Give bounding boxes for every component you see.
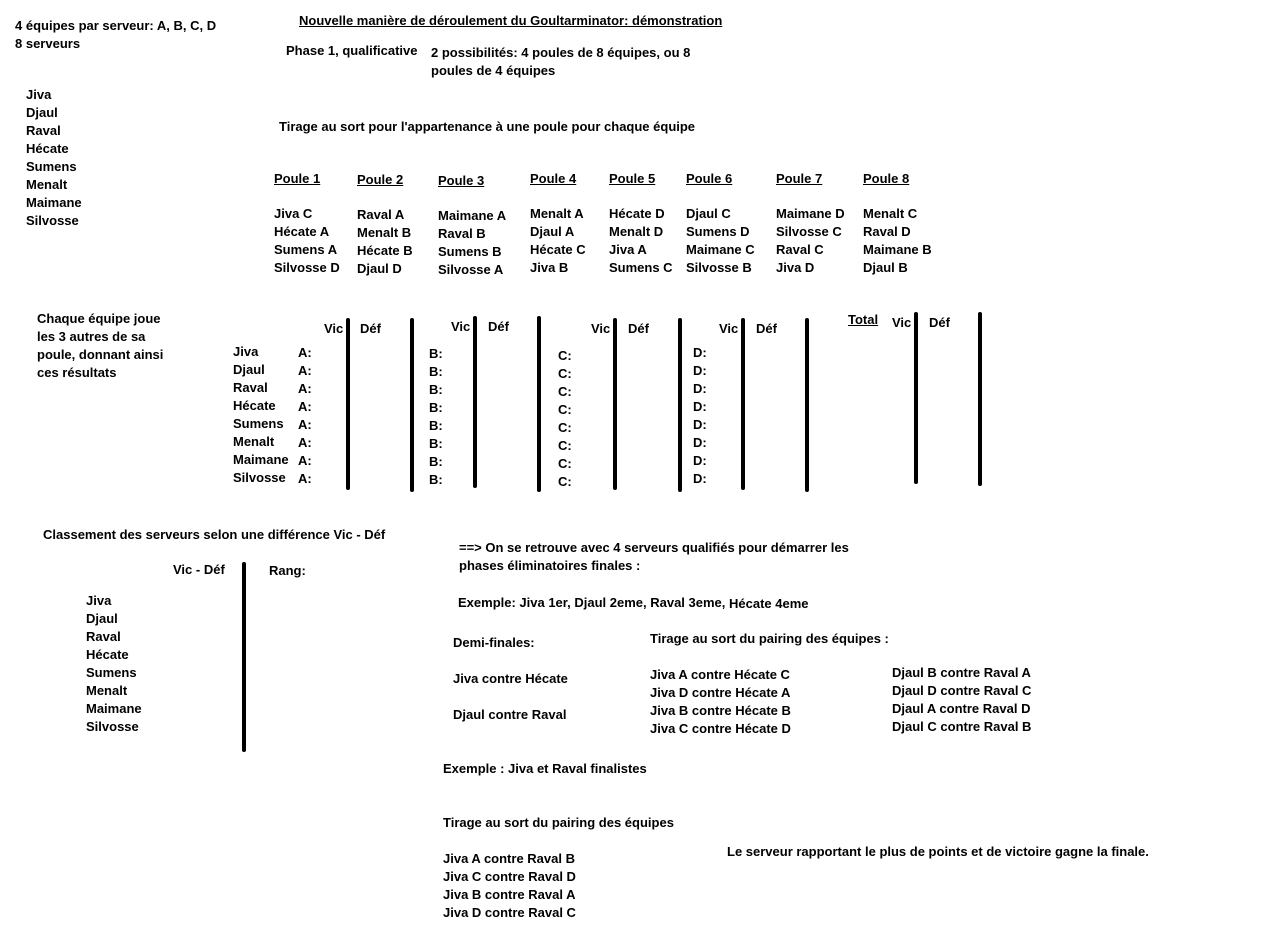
team-label: B:	[429, 400, 443, 415]
vic-header: Vic	[451, 319, 471, 334]
server-item: Raval	[26, 123, 61, 138]
team-label: C:	[558, 366, 572, 381]
pairing-item: Djaul C contre Raval B	[892, 719, 1032, 734]
pool-team: Silvosse A	[438, 262, 504, 277]
server-item: Djaul	[86, 611, 118, 626]
pool-team: Sumens A	[274, 242, 338, 257]
pairing-item: Jiva B contre Hécate B	[650, 703, 791, 718]
server-item: Maimane	[26, 195, 82, 210]
pairing-item: Jiva A contre Raval B	[443, 851, 575, 866]
pool-title: Poule 5	[609, 171, 656, 186]
team-label: B:	[429, 346, 443, 361]
column-divider	[741, 318, 745, 490]
finals-example-prefix: Exemple: Jiva 1er, Djaul 2eme, Raval 3eme,	[458, 595, 726, 610]
pool-title: Poule 4	[530, 171, 577, 186]
pool-team: Raval D	[863, 224, 911, 239]
finals-example-suffix: Hécate 4eme	[729, 596, 809, 611]
column-divider	[613, 318, 617, 490]
team-label: D:	[693, 399, 707, 414]
team-label: A:	[298, 363, 312, 378]
pool-team: Raval A	[357, 207, 405, 222]
team-label: B:	[429, 454, 443, 469]
pool-title: Poule 8	[863, 171, 910, 186]
team-label: B:	[429, 418, 443, 433]
team-label: A:	[298, 435, 312, 450]
column-divider	[473, 316, 477, 488]
pool-team: Menalt B	[357, 225, 412, 240]
ranking-server-list	[86, 592, 142, 736]
team-label: A:	[298, 399, 312, 414]
column-divider	[678, 318, 682, 492]
total-header: Total	[848, 312, 879, 327]
pool-team: Raval C	[776, 242, 824, 257]
finals-example	[458, 594, 809, 612]
pool-team: Sumens B	[438, 244, 502, 259]
vic-header: Vic	[324, 321, 344, 336]
pairing-item: Jiva A contre Hécate C	[650, 667, 790, 682]
pairing-item: Jiva D contre Raval C	[443, 905, 576, 920]
server-item: Maimane	[233, 452, 289, 467]
semi-match: Jiva contre Hécate	[453, 671, 568, 686]
server-item: Sumens	[86, 665, 137, 680]
team-label: A:	[298, 345, 312, 360]
server-item: Silvosse	[26, 213, 79, 228]
pool-teams	[530, 205, 586, 277]
team-label: A:	[298, 471, 312, 486]
pool-team: Hécate D	[609, 206, 665, 221]
possibilities-text: 2 possibilités: 4 poules de 8 équipes, ou 8 poules de 4 équipes	[431, 45, 691, 78]
server-item: Silvosse	[233, 470, 286, 485]
ranking-diff-header: Vic - Déf	[173, 562, 225, 577]
def-header: Déf	[756, 321, 777, 336]
team-label: D:	[693, 363, 707, 378]
pool-team: Djaul D	[357, 261, 402, 276]
team-label: B:	[429, 382, 443, 397]
server-item: Sumens	[26, 159, 77, 174]
team-label: D:	[693, 417, 707, 432]
team-label: A:	[298, 417, 312, 432]
server-item: Hécate	[86, 647, 129, 662]
server-item: Hécate	[233, 398, 276, 413]
server-count: 8 serveurs	[15, 36, 81, 51]
results-server-list	[233, 343, 289, 487]
pairing-list-1	[650, 666, 791, 738]
vic-header: Vic	[892, 315, 912, 330]
server-item: Menalt	[86, 683, 128, 698]
pool-team: Djaul A	[530, 224, 575, 239]
team-label: D:	[693, 345, 707, 360]
ranking-rank-header: Rang:	[269, 563, 306, 578]
pool-team: Menalt A	[530, 206, 584, 221]
column-divider	[537, 316, 541, 492]
results-description: Chaque équipe joue les 3 autres de sa poule, donnant ainsi ces résultats	[37, 311, 164, 380]
team-label: B:	[429, 364, 443, 379]
column-divider	[410, 318, 414, 492]
pool-team: Maimane C	[686, 242, 755, 257]
pairing-item: Djaul B contre Raval A	[892, 665, 1031, 680]
pool-teams	[609, 205, 673, 277]
pool-title: Poule 7	[776, 171, 823, 186]
server-item: Raval	[233, 380, 268, 395]
def-header: Déf	[488, 319, 509, 334]
team-label: C:	[558, 420, 572, 435]
pairing-item: Jiva C contre Raval D	[443, 869, 576, 884]
team-label: B:	[429, 436, 443, 451]
pool-team: Djaul B	[863, 260, 908, 275]
pool-team: Jiva B	[530, 260, 569, 275]
pool-team: Menalt C	[863, 206, 918, 221]
pairing-item: Jiva C contre Hécate D	[650, 721, 791, 736]
vic-header: Vic	[591, 321, 611, 336]
def-header: Déf	[360, 321, 381, 336]
team-label: C:	[558, 402, 572, 417]
server-item: Djaul	[26, 105, 58, 120]
team-label: A:	[298, 381, 312, 396]
team-label: C:	[558, 384, 572, 399]
server-item: Jiva	[233, 344, 259, 359]
pool-team: Hécate C	[530, 242, 586, 257]
pairing-title: Tirage au sort du pairing des équipes :	[650, 631, 889, 646]
pool-title: Poule 2	[357, 172, 404, 187]
def-header: Déf	[929, 315, 950, 330]
team-b-labels	[429, 345, 443, 489]
team-label: C:	[558, 348, 572, 363]
phase-label: Phase 1, qualificative	[286, 43, 418, 58]
team-label: D:	[693, 453, 707, 468]
pool-teams	[686, 205, 755, 277]
server-list	[26, 86, 82, 230]
draw-text: Tirage au sort pour l'appartenance à une poule pour chaque équipe	[279, 119, 696, 134]
pairing-list-2	[892, 664, 1031, 736]
finalists-text: Exemple : Jiva et Raval finalistes	[443, 761, 647, 776]
server-item: Djaul	[233, 362, 265, 377]
pool-team: Silvosse C	[776, 224, 842, 239]
pool-teams	[438, 207, 506, 279]
finals-intro: ==> On se retrouve avec 4 serveurs qualifiés pour démarrer les phases éliminatoires finales :	[459, 540, 849, 573]
pool-team: Jiva A	[609, 242, 647, 257]
pool-team: Djaul C	[686, 206, 731, 221]
winner-rule: Le serveur rapportant le plus de points et de victoire gagne la finale.	[727, 844, 1149, 859]
semi-match: Djaul contre Raval	[453, 707, 567, 722]
pool-team: Silvosse B	[686, 260, 752, 275]
team-label: C:	[558, 456, 572, 471]
server-item: Jiva	[26, 87, 52, 102]
team-label: D:	[693, 435, 707, 450]
pairing-item: Djaul A contre Raval D	[892, 701, 1031, 716]
pool-team: Silvosse D	[274, 260, 340, 275]
server-item: Menalt	[233, 434, 275, 449]
vic-header: Vic	[719, 321, 739, 336]
teams-per-server: 4 équipes par serveur: A, B, C, D	[15, 18, 217, 33]
pool-title: Poule 6	[686, 171, 733, 186]
team-c-labels	[558, 347, 572, 491]
pool-title: Poule 1	[274, 171, 321, 186]
pool-team: Maimane D	[776, 206, 845, 221]
pairing-item: Jiva D contre Hécate A	[650, 685, 791, 700]
semis-title: Demi-finales:	[453, 635, 535, 650]
pool-teams	[776, 205, 845, 277]
pool-title: Poule 3	[438, 173, 485, 188]
pairing-item: Djaul D contre Raval C	[892, 683, 1032, 698]
pool-team: Hécate B	[357, 243, 413, 258]
pool-team: Jiva D	[776, 260, 815, 275]
server-item: Hécate	[26, 141, 69, 156]
team-label: D:	[693, 471, 707, 486]
pool-team: Maimane B	[863, 242, 932, 257]
server-item: Sumens	[233, 416, 284, 431]
team-label: D:	[693, 381, 707, 396]
pool-team: Sumens D	[686, 224, 750, 239]
pool-team: Sumens C	[609, 260, 673, 275]
team-label: C:	[558, 474, 572, 489]
server-item: Jiva	[86, 593, 112, 608]
final-pairing-list	[443, 850, 576, 922]
pool-teams	[274, 205, 340, 277]
server-item: Raval	[86, 629, 121, 644]
pool-teams	[863, 205, 932, 277]
column-divider	[914, 312, 918, 484]
pool-team: Jiva C	[274, 206, 313, 221]
final-pairing-title: Tirage au sort du pairing des équipes	[443, 815, 674, 830]
server-item: Maimane	[86, 701, 142, 716]
pool-team: Hécate A	[274, 224, 330, 239]
server-item: Silvosse	[86, 719, 139, 734]
team-a-labels	[298, 344, 312, 488]
pool-team: Menalt D	[609, 224, 664, 239]
ranking-title: Classement des serveurs selon une différence Vic - Déf	[43, 527, 386, 542]
team-label: C:	[558, 438, 572, 453]
column-divider	[346, 318, 350, 490]
server-item: Menalt	[26, 177, 68, 192]
column-divider	[805, 318, 809, 492]
pairing-item: Jiva B contre Raval A	[443, 887, 576, 902]
def-header: Déf	[628, 321, 649, 336]
team-label: B:	[429, 472, 443, 487]
ranking-divider	[242, 562, 246, 752]
page-title: Nouvelle manière de déroulement du Goultarminator: démonstration	[299, 13, 723, 28]
pool-teams	[357, 206, 413, 278]
column-divider	[978, 312, 982, 486]
team-label: A:	[298, 453, 312, 468]
team-d-labels	[693, 344, 707, 488]
pool-team: Raval B	[438, 226, 486, 241]
pool-team: Maimane A	[438, 208, 507, 223]
